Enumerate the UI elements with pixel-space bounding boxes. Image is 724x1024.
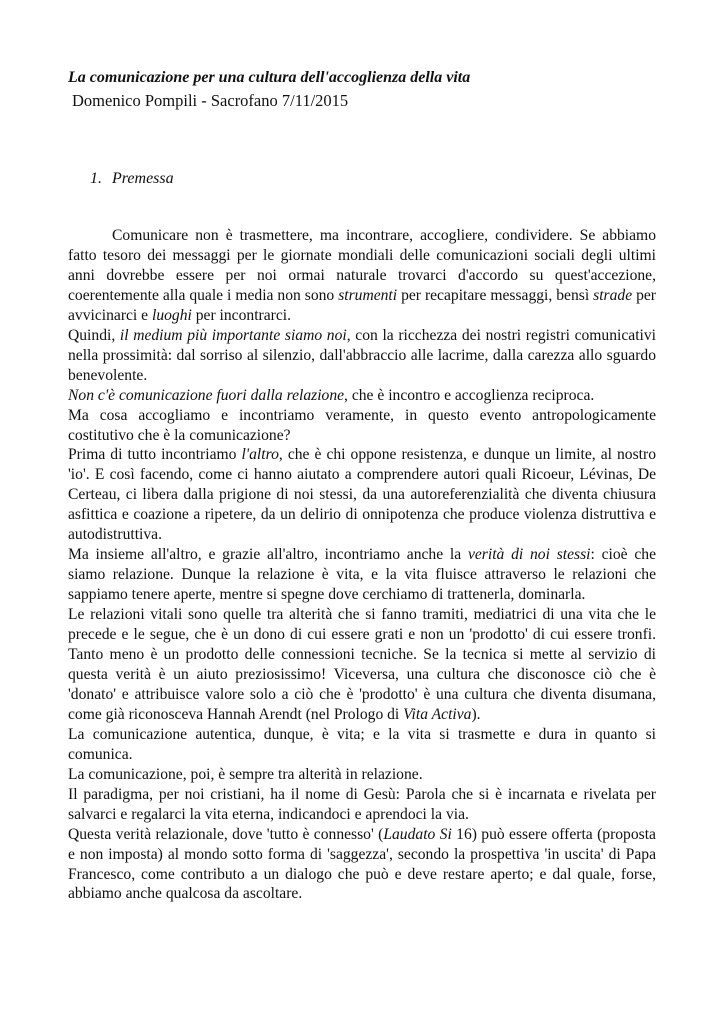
emphasis-text: Non c'è comunicazione fuori dalla relazione [68,386,345,404]
emphasis-text: Laudato Si [383,825,452,843]
paragraph: Il paradigma, per noi cristiani, ha il nome di Gesù: Parola che si è incarnata e rivelata per salvarci e regalarci la vita eterna, indicandoci e aprendoci la via. [68,785,656,823]
paragraph: Ma insieme all'altro, e grazie all'altro, incontriamo anche la verità di noi stessi: cioè che siamo relazione. Dunque la relazione è vita, e la vita fluisce attraverso le relazioni che sappiamo tenere aperte, mentre si spegne dove cerchiamo di trattenerla, dominarla. [68,546,656,604]
document-title: La comunicazione per una cultura dell'accoglienza della vita [68,69,471,86]
section-heading [90,169,174,189]
emphasis-text: il medium più importante siamo noi [119,326,347,344]
paragraph: Prima di tutto incontriamo l'altro, che è chi oppone resistenza, e dunque un limite, al nostro 'io'. E così facendo, come ci hanno aiutato a comprendere autori quali Ricoeur, Lévinas, De Certeau, ci libera dalla prigione di noi stessi, da una autoreferenzialità che diventa chiusura asfittica e coazione a ripetere, da un delirio di onnipotenza che produce violenza distruttiva e autodistruttiva. [68,446,656,544]
emphasis-text: luoghi [151,306,192,324]
paragraph: Ma cosa accogliamo e incontriamo veramente, in questo evento antropologicamente costitutivo che è la comunicazione? [68,406,656,444]
section-number: 1. [90,170,102,187]
paragraph: Comunicare non è trasmettere, ma incontrare, accogliere, condividere. Se abbiamo fatto tesoro dei messaggi per le giornate mondiali delle comunicazioni sociali degli ultimi anni dovrebbe essere per noi ormai naturale trovarci d'accordo su quest'accezione, coerentemente alla quale i media non sono strumenti per recapitare messaggi, bensì strade per avvicinarci e luoghi per incontrarci. [68,227,656,324]
emphasis-text: verità di noi stessi [467,546,591,564]
emphasis-text: l'altro [241,446,279,464]
author-date-line: Domenico Pompili - Sacrofano 7/11/2015 [72,91,349,110]
emphasis-text: strade [593,286,633,304]
emphasis-text: strumenti [338,286,398,304]
section-title: Premessa [112,170,174,187]
paragraph: Le relazioni vitali sono quelle tra alterità che si fanno tramiti, mediatrici di una vita che le precede e le segue, che è un dono di cui essere grati e non un 'prodotto' di cui essere tronfi. Tanto meno è un prodotto delle connessioni tecniche. Se la tecnica si mette al servizio di questa verità è un aiuto preziosissimo! Viceversa, una cultura che disconosce ciò che è 'donato' e attribuisce valore solo a ciò che è 'prodotto' è una cultura che diventa disumana, come già riconosceva Hannah Arendt (nel Prologo di Vita Activa). [68,606,656,723]
paragraph: Questa verità relazionale, dove 'tutto è connesso' (Laudato Si 16) può essere offerta (proposta e non imposta) al mondo sotto forma di 'saggezza', secondo la prospettiva 'in uscita' di Papa Francesco, come contributo a un dialogo che può e deve restare aperto; e dal quale, forse, abbiamo anche qualcosa da ascoltare. [68,825,656,903]
paragraph: La comunicazione, poi, è sempre tra alterità in relazione. [68,765,423,783]
paragraph: La comunicazione autentica, dunque, è vita; e la vita si trasmette e dura in quanto si comunica. [68,725,656,763]
paragraph: Quindi, il medium più importante siamo noi, con la ricchezza dei nostri registri comunicativi nella prossimità: dal sorriso al silenzio, dall'abbraccio alle lacrime, dalla carezza allo sguardo benevolente. [68,326,656,384]
paragraph: Non c'è comunicazione fuori dalla relazione, che è incontro e accoglienza reciproca. [68,386,595,404]
body-text [68,226,656,904]
emphasis-text: Vita Activa [403,705,472,723]
